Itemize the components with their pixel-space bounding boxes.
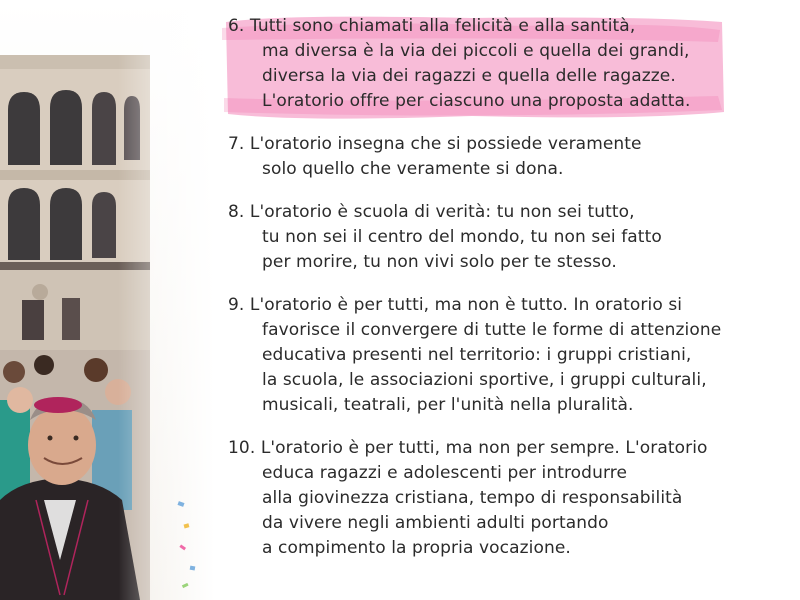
item-line: 8. L'oratorio è scuola di verità: tu non sei tutto, xyxy=(228,202,635,222)
item-line: 9. L'oratorio è per tutti, ma non è tutto. In oratorio si xyxy=(228,295,683,315)
item-line: 7. L'oratorio insegna che si possiede veramente xyxy=(228,134,642,154)
numbered-principles-list xyxy=(228,14,788,561)
item-line: per morire, tu non vivi solo per te stesso. xyxy=(262,252,617,272)
item-line: educativa presenti nel territorio: i gruppi cristiani, xyxy=(262,345,692,365)
item-line: la scuola, le associazioni sportive, i gruppi culturali, xyxy=(262,370,707,390)
item-line: a compimento la propria vocazione. xyxy=(262,538,571,558)
list-item-7 xyxy=(228,132,788,182)
item-line: musicali, teatrali, per l'unità nella pluralità. xyxy=(262,395,634,415)
item-line: da vivere negli ambienti adulti portando xyxy=(262,513,609,533)
confetti-decoration xyxy=(170,480,220,600)
item-line: tu non sei il centro del mondo, tu non sei fatto xyxy=(262,227,662,247)
item-line: 10. L'oratorio è per tutti, ma non per sempre. L'oratorio xyxy=(228,438,708,458)
item-line: educa ragazzi e adolescenti per introdurre xyxy=(262,463,628,483)
item-line: L'oratorio offre per ciascuno una proposta adatta. xyxy=(262,91,691,111)
item-line: 6. Tutti sono chiamati alla felicità e alla santità, xyxy=(228,16,636,36)
list-item-10 xyxy=(228,436,788,561)
item-line: solo quello che veramente si dona. xyxy=(262,159,564,179)
list-item-9 xyxy=(228,293,788,418)
item-line: ma diversa è la via dei piccoli e quella dei grandi, xyxy=(262,41,690,61)
list-item-6 xyxy=(228,14,788,114)
item-line: favorisce il convergere di tutte le forme di attenzione xyxy=(262,320,722,340)
item-line: alla giovinezza cristiana, tempo di responsabilità xyxy=(262,488,683,508)
item-line: diversa la via dei ragazzi e quella delle ragazze. xyxy=(262,66,676,86)
list-item-8 xyxy=(228,200,788,275)
